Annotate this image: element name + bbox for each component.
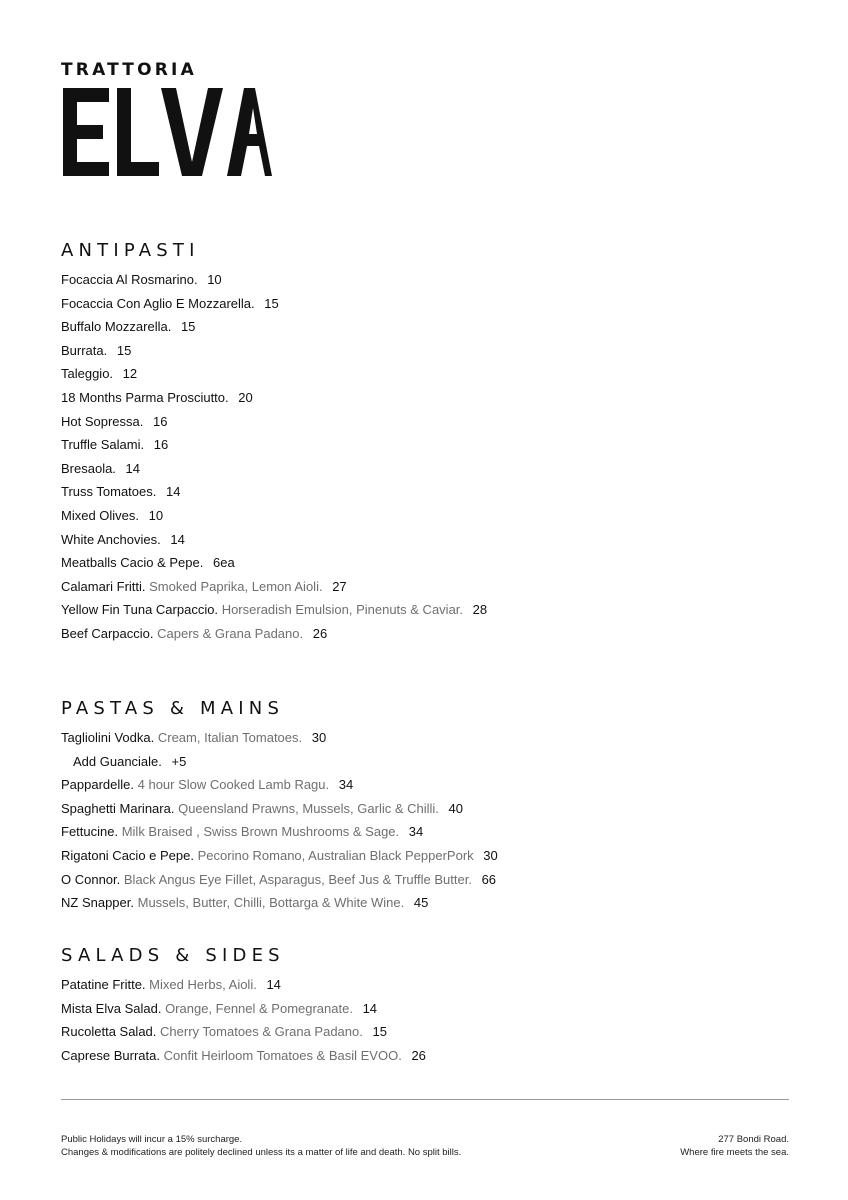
item-description: Confit Heirloom Tomatoes & Basil EVOO. xyxy=(163,1047,402,1063)
section-salads-sides xyxy=(61,945,426,1067)
menu-item xyxy=(61,528,487,552)
item-name: Tagliolini Vodka. xyxy=(61,730,155,745)
item-name: O Connor. xyxy=(61,871,121,887)
item-description: 4 hour Slow Cooked Lamb Ragu. xyxy=(137,777,330,793)
item-price: 27 xyxy=(332,578,347,594)
menu-item xyxy=(61,315,487,339)
footer-notes xyxy=(61,1133,461,1159)
item-name: Taleggio. xyxy=(61,366,114,382)
menu-item xyxy=(61,292,487,316)
menu-item xyxy=(61,726,498,750)
brand-subtitle: TRATTORIA xyxy=(61,60,197,80)
item-price: 15 xyxy=(116,342,132,358)
item-price: 15 xyxy=(180,319,196,335)
item-price: 20 xyxy=(238,389,253,405)
item-name: White Anchovies. xyxy=(61,531,161,547)
menu-item xyxy=(61,1044,426,1068)
item-name: Truss Tomatoes. xyxy=(61,484,157,500)
item-name: Focaccia Al Rosmarino. xyxy=(61,272,198,287)
item-price: +5 xyxy=(171,753,187,769)
item-name: 18 Months Parma Prosciutto. xyxy=(61,389,229,405)
item-price: 30 xyxy=(311,730,327,745)
menu-item xyxy=(61,868,498,892)
elva-wordmark-logo xyxy=(61,86,273,178)
menu-item xyxy=(61,820,498,844)
item-name: Add Guanciale. xyxy=(73,753,162,769)
modifications-note: Changes & modifications are politely declined unless its a matter of life and death. No split bills. xyxy=(61,1147,462,1158)
item-price: 45 xyxy=(413,895,429,911)
menu-item xyxy=(61,386,487,410)
item-price: 6ea xyxy=(212,555,235,571)
menu-item xyxy=(61,1020,426,1044)
item-price: 10 xyxy=(148,507,164,523)
item-price: 34 xyxy=(338,777,354,793)
item-name: Caprese Burrata. xyxy=(61,1047,160,1063)
menu-item xyxy=(61,773,498,797)
item-price: 14 xyxy=(125,460,141,476)
section-title: SALADS & SIDES xyxy=(61,945,285,966)
menu-item xyxy=(61,457,487,481)
item-description: Pecorino Romano, Australian Black PepperPork xyxy=(197,847,474,863)
item-description: Horseradish Emulsion, Pinenuts & Caviar. xyxy=(221,602,464,618)
item-name: Mixed Olives. xyxy=(61,507,140,523)
menu-item xyxy=(61,844,498,868)
item-price: 15 xyxy=(372,1024,387,1040)
menu-item xyxy=(61,362,487,386)
item-description: Milk Braised , Swiss Brown Mushrooms & Sage. xyxy=(121,824,400,840)
item-name: Beef Carpaccio. xyxy=(61,625,154,641)
item-price: 40 xyxy=(448,800,463,816)
section-title: ANTIPASTI xyxy=(61,240,200,261)
item-price: 14 xyxy=(266,977,281,992)
item-name: Rigatoni Cacio e Pepe. xyxy=(61,847,194,863)
item-name: Patatine Fritte. xyxy=(61,977,146,992)
item-description: Mixed Herbs, Aioli. xyxy=(149,977,257,992)
item-price: 16 xyxy=(153,437,169,453)
item-description: Queensland Prawns, Mussels, Garlic & Chilli. xyxy=(178,800,439,816)
item-name: Truffle Salami. xyxy=(61,437,145,453)
item-name: Rucoletta Salad. xyxy=(61,1024,157,1040)
item-description: Cherry Tomatoes & Grana Padano. xyxy=(160,1024,363,1040)
item-description: Orange, Fennel & Pomegranate. xyxy=(165,1000,353,1016)
item-name: Burrata. xyxy=(61,342,108,358)
item-name: Hot Sopressa. xyxy=(61,413,144,429)
item-name: Bresaola. xyxy=(61,460,116,476)
item-name: Pappardelle. xyxy=(61,777,134,793)
address-line: 277 Bondi Road. xyxy=(718,1134,789,1145)
item-price: 28 xyxy=(472,602,488,618)
menu-item xyxy=(61,551,487,575)
item-name: Focaccia Con Aglio E Mozzarella. xyxy=(61,295,255,311)
item-price: 30 xyxy=(483,847,498,863)
item-name: Fettucine. xyxy=(61,824,119,840)
footer-divider xyxy=(61,1099,789,1100)
menu-list xyxy=(61,268,487,646)
item-description: Mussels, Butter, Chilli, Bottarga & White Wine. xyxy=(137,895,405,911)
brand-logo xyxy=(61,60,273,178)
item-description: Black Angus Eye Fillet, Asparagus, Beef Jus & Truffle Butter. xyxy=(123,871,472,887)
item-name: Spaghetti Marinara. xyxy=(61,800,175,816)
item-description: Smoked Paprika, Lemon Aioli. xyxy=(149,578,323,594)
menu-item xyxy=(61,622,487,646)
item-name: Calamari Fritti. xyxy=(61,578,146,594)
menu-list xyxy=(61,973,426,1067)
item-price: 12 xyxy=(122,366,138,382)
menu-item xyxy=(61,750,498,774)
item-name: Yellow Fin Tuna Carpaccio. xyxy=(61,602,219,618)
menu-item xyxy=(61,433,487,457)
item-description: Capers & Grana Padano. xyxy=(157,625,304,641)
menu-item xyxy=(61,797,498,821)
footer-address xyxy=(680,1133,789,1159)
section-antipasti xyxy=(61,240,487,646)
item-price: 15 xyxy=(264,295,279,311)
section-title: PASTAS & MAINS xyxy=(61,698,285,719)
item-name: NZ Snapper. xyxy=(61,895,134,911)
menu-item xyxy=(61,598,487,622)
menu-item xyxy=(61,268,487,292)
item-description: Cream, Italian Tomatoes. xyxy=(157,730,303,745)
item-price: 66 xyxy=(481,871,497,887)
menu-item xyxy=(61,339,487,363)
item-price: 26 xyxy=(312,625,328,641)
item-price: 34 xyxy=(408,824,424,840)
item-price: 14 xyxy=(166,484,181,500)
menu-item xyxy=(61,973,426,997)
menu-item xyxy=(61,891,498,915)
section-pastas-mains xyxy=(61,698,498,915)
menu-item xyxy=(61,504,487,528)
surcharge-note: Public Holidays will incur a 15% surcharge. xyxy=(61,1134,243,1145)
menu-item xyxy=(61,997,426,1021)
item-name: Mista Elva Salad. xyxy=(61,1000,162,1016)
item-name: Buffalo Mozzarella. xyxy=(61,319,172,335)
item-price: 16 xyxy=(153,413,168,429)
item-price: 26 xyxy=(411,1047,426,1063)
item-price: 10 xyxy=(207,272,222,287)
menu-item xyxy=(61,480,487,504)
item-price: 14 xyxy=(362,1000,378,1016)
tagline: Where fire meets the sea. xyxy=(680,1147,789,1158)
item-price: 14 xyxy=(170,531,185,547)
menu-item xyxy=(61,410,487,434)
item-name: Meatballs Cacio & Pepe. xyxy=(61,555,204,571)
menu-list xyxy=(61,726,498,915)
menu-item xyxy=(61,575,487,599)
